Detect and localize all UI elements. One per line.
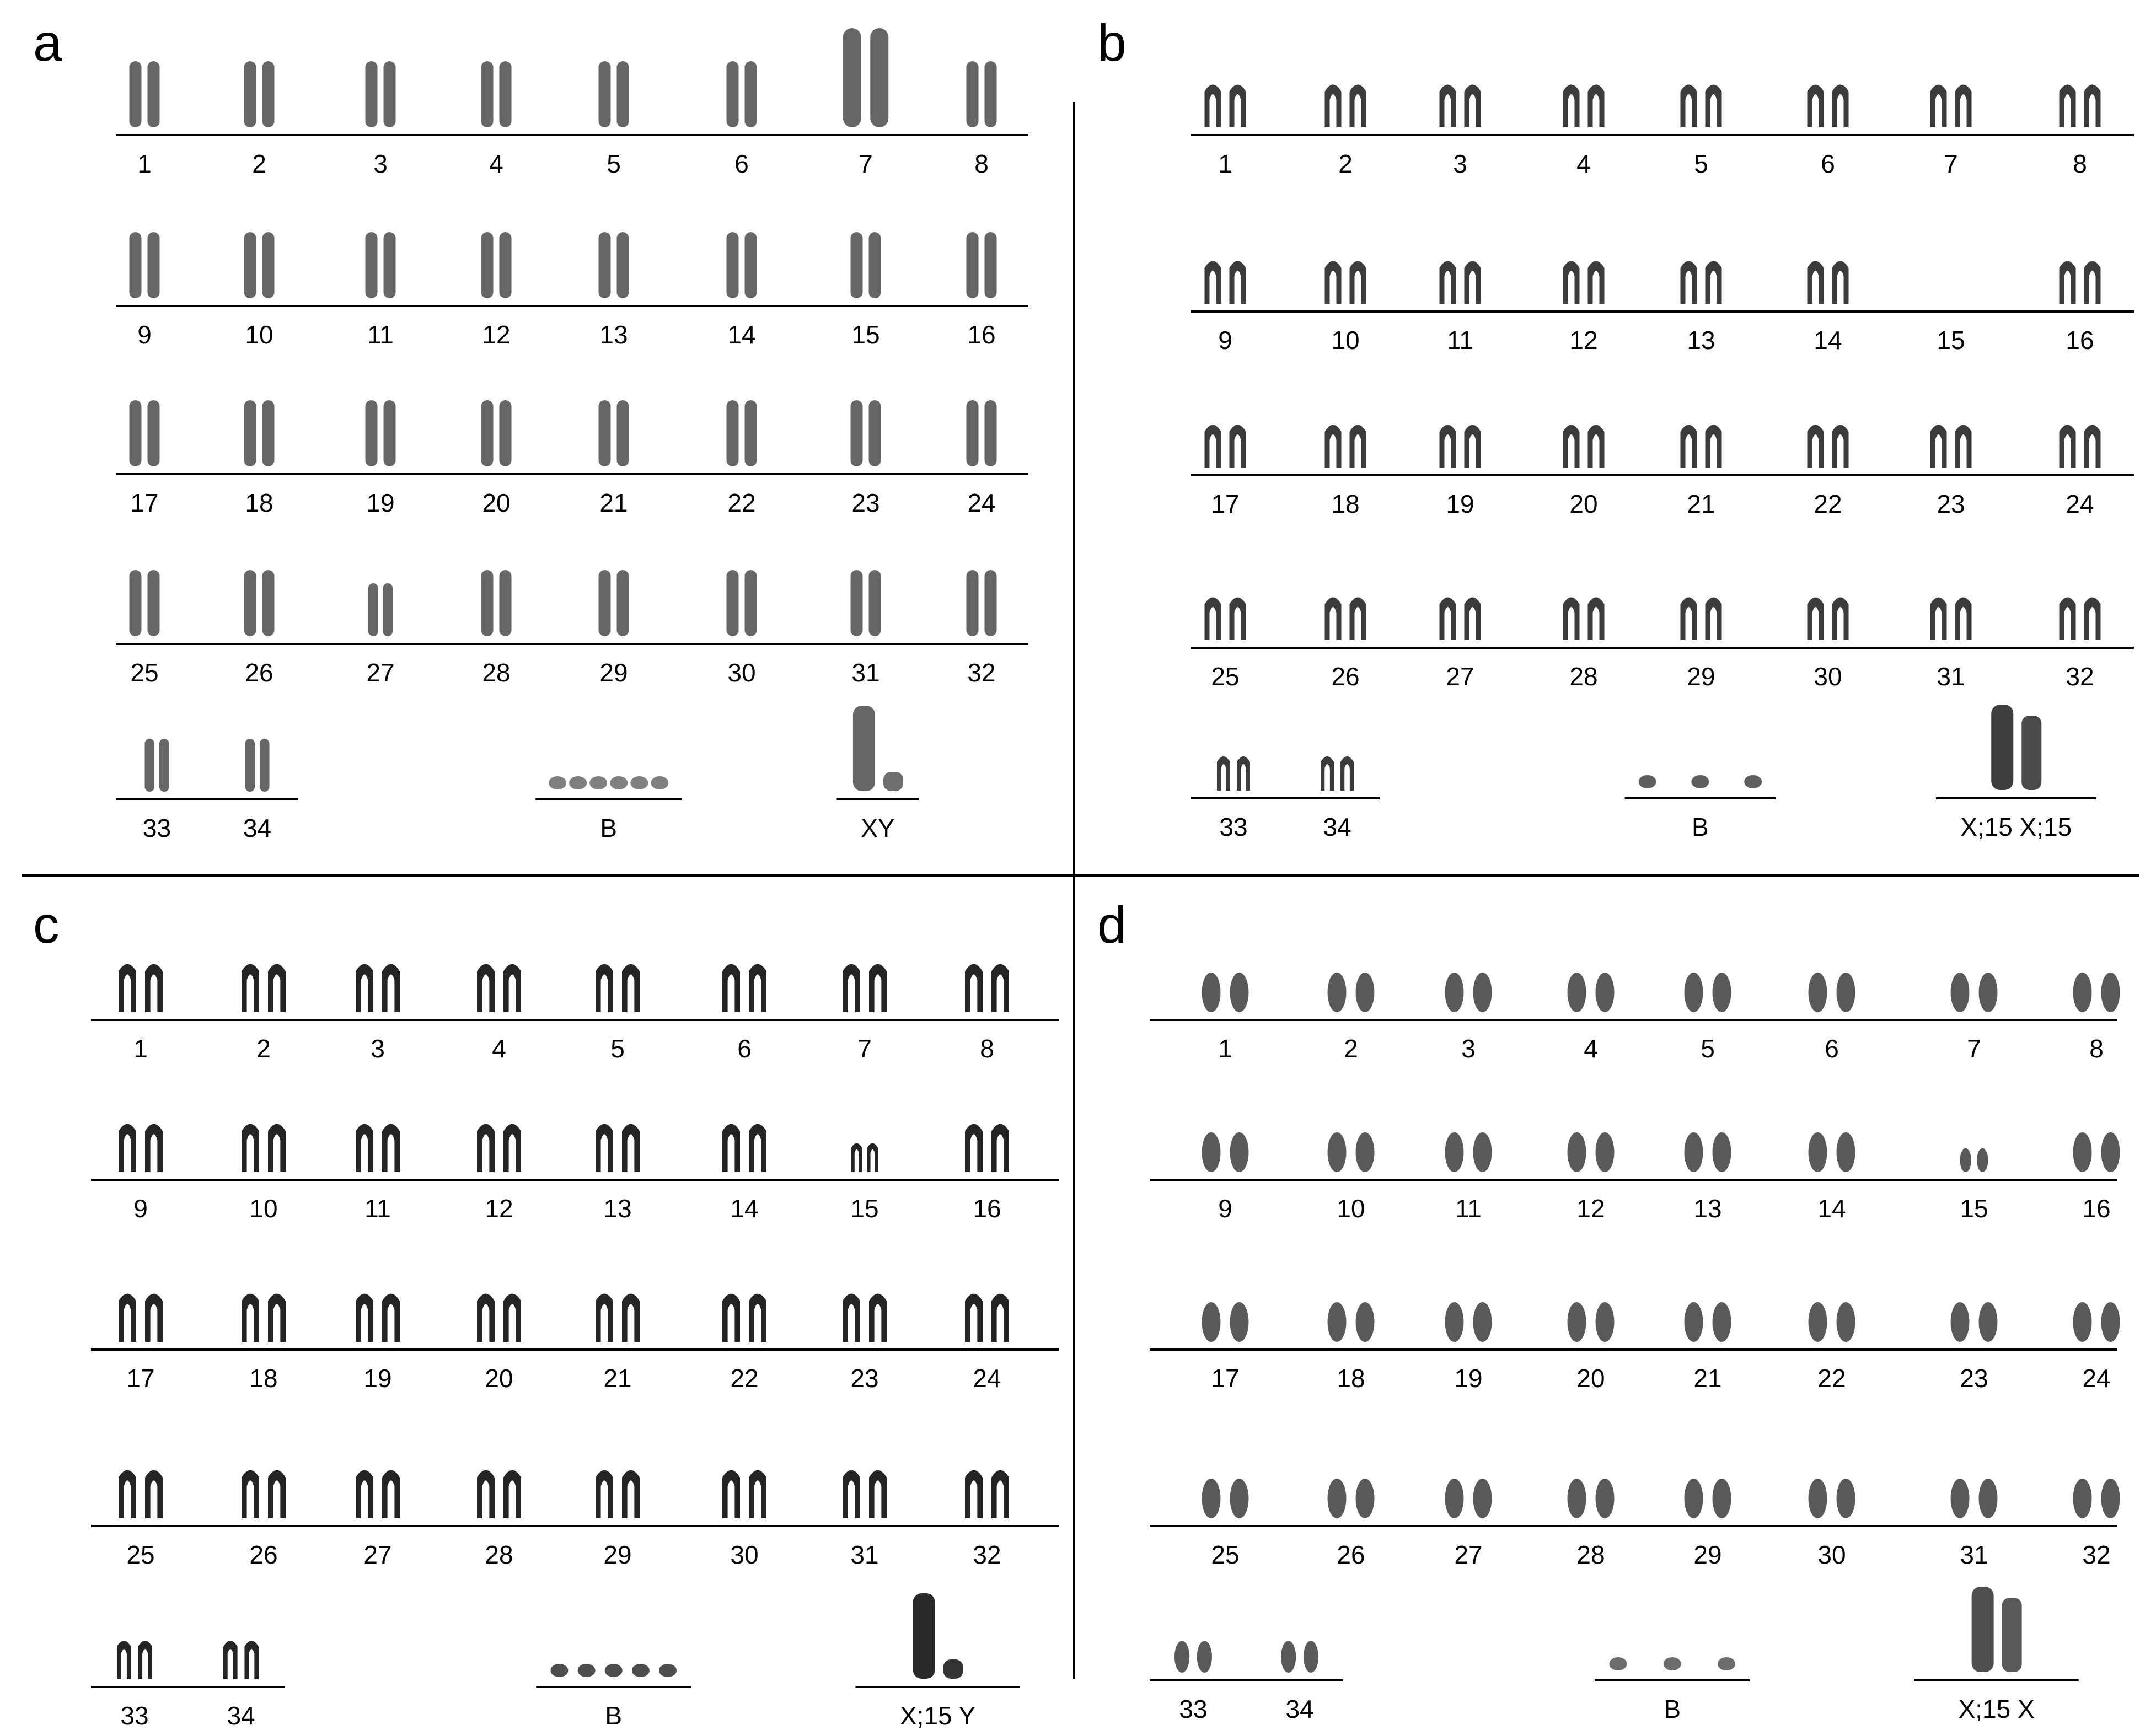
- chromosome-number-label: 18: [245, 488, 273, 517]
- chromosome-number-label: 10: [1331, 326, 1360, 354]
- chromosome-number-label: 27: [363, 1540, 392, 1569]
- chromosome-number-label: 19: [363, 1364, 392, 1393]
- chromosome-number-label: 7: [1944, 149, 1958, 178]
- chromosome-number-label: 33: [1219, 813, 1248, 841]
- chromosome-number-label: 3: [1453, 149, 1467, 178]
- chromosome-number-label: 22: [1817, 1364, 1846, 1393]
- chromosome-number-label: 20: [1576, 1364, 1605, 1393]
- chromosome-number-label: 32: [2082, 1540, 2111, 1569]
- chromosome-number-label: 31: [850, 1540, 879, 1569]
- chromosome-number-label: 14: [730, 1194, 759, 1223]
- chromosome-number-label: 15: [851, 320, 880, 349]
- chromosome-number-label: 27: [366, 658, 395, 687]
- chromosome-number-label: 11: [367, 320, 394, 349]
- chromosome-number-label: 19: [1446, 490, 1474, 518]
- chromosome-number-label: 8: [974, 149, 989, 178]
- chromosome-number-label: 4: [492, 1034, 506, 1063]
- chromosome-number-label: 1: [133, 1034, 148, 1063]
- panel-letter: a: [33, 14, 62, 72]
- chromosome-number-label: 28: [1569, 662, 1598, 691]
- b-chromosome-label: B: [1692, 813, 1709, 841]
- chromosome-number-label: 1: [137, 149, 152, 178]
- chromosome-number-label: 16: [2082, 1194, 2111, 1223]
- chromosome-number-label: 17: [1211, 490, 1240, 518]
- b-chromosome-label: B: [605, 1701, 623, 1730]
- chromosome-number-label: 26: [1337, 1540, 1365, 1569]
- chromosome-number-label: 11: [1455, 1194, 1482, 1223]
- chromosome-number-label: 29: [1687, 662, 1715, 691]
- chromosome-number-label: 25: [126, 1540, 155, 1569]
- chromosome-number-label: 1: [1218, 1034, 1232, 1063]
- chromosome-number-label: 32: [973, 1540, 1001, 1569]
- chromosome-number-label: 3: [1461, 1034, 1476, 1063]
- chromosome-number-label: 21: [1687, 490, 1715, 518]
- chromosome-number-label: 13: [1693, 1194, 1722, 1223]
- sex-chromosome-label: XY: [861, 814, 895, 842]
- chromosome-number-label: 12: [485, 1194, 513, 1223]
- chromosome-number-label: 7: [857, 1034, 872, 1063]
- chromosome-number-label: 8: [980, 1034, 994, 1063]
- chromosome-number-label: 2: [252, 149, 266, 178]
- chromosome-number-label: 8: [2089, 1034, 2104, 1063]
- chromosome-number-label: 9: [1218, 1194, 1232, 1223]
- chromosome-number-label: 27: [1446, 662, 1474, 691]
- chromosome-number-label: 4: [1584, 1034, 1598, 1063]
- chromosome-number-label: 5: [1694, 149, 1708, 178]
- chromosome-number-label: 22: [1814, 490, 1842, 518]
- chromosome-number-label: 26: [249, 1540, 278, 1569]
- chromosome-number-label: 16: [973, 1194, 1001, 1223]
- b-chromosome-label: B: [1664, 1695, 1681, 1723]
- chromosome-number-label: 31: [1937, 662, 1965, 691]
- chromosome-number-label: 24: [973, 1364, 1001, 1393]
- chromosome-number-label: 23: [851, 488, 880, 517]
- chromosome-number-label: 30: [1814, 662, 1842, 691]
- chromosome-number-label: 18: [1337, 1364, 1365, 1393]
- chromosome-number-label: 8: [2073, 149, 2087, 178]
- panel-letter: c: [33, 896, 60, 954]
- chromosome-number-label: 21: [1693, 1364, 1722, 1393]
- chromosome-number-label: 10: [249, 1194, 278, 1223]
- chromosome-number-label: 28: [482, 658, 511, 687]
- chromosome-number-label: 23: [1960, 1364, 1988, 1393]
- chromosome-number-label: 2: [256, 1034, 271, 1063]
- chromosome-number-label: 13: [599, 320, 628, 349]
- chromosome-number-label: 28: [485, 1540, 513, 1569]
- chromosome-number-label: 32: [2066, 662, 2094, 691]
- chromosome-number-label: 2: [1338, 149, 1353, 178]
- chromosome-number-label: 22: [730, 1364, 759, 1393]
- chromosome-number-label: 13: [603, 1194, 632, 1223]
- chromosome-number-label: 14: [1817, 1194, 1846, 1223]
- chromosome-number-label: 34: [1285, 1695, 1314, 1723]
- chromosome-number-label: 15: [1937, 326, 1965, 354]
- sex-chromosome-label: X;15 X: [1958, 1695, 2035, 1723]
- chromosome-number-label: 19: [366, 488, 395, 517]
- chromosome-number-label: 29: [603, 1540, 632, 1569]
- chromosome-number-label: 14: [1814, 326, 1842, 354]
- chromosome-number-label: 33: [1179, 1695, 1208, 1723]
- chromosome-number-label: 30: [1817, 1540, 1846, 1569]
- chromosome-number-label: 30: [727, 658, 756, 687]
- chromosome-number-label: 2: [1344, 1034, 1358, 1063]
- chromosome-number-label: 33: [142, 814, 171, 842]
- chromosome-number-label: 16: [2066, 326, 2094, 354]
- chromosome-number-label: 6: [737, 1034, 752, 1063]
- chromosome-number-label: 15: [1960, 1194, 1988, 1223]
- chromosome-number-label: 25: [1211, 662, 1240, 691]
- chromosome-number-label: 10: [245, 320, 273, 349]
- chromosome-number-label: 24: [2066, 490, 2094, 518]
- chromosome-number-label: 3: [371, 1034, 385, 1063]
- b-chromosome-label: B: [600, 814, 618, 842]
- chromosome-number-label: 12: [1576, 1194, 1605, 1223]
- chromosome-number-label: 9: [1218, 326, 1232, 354]
- chromosome-number-label: 34: [227, 1701, 255, 1730]
- chromosome-number-label: 1: [1218, 149, 1232, 178]
- chromosome-number-label: 18: [1331, 490, 1360, 518]
- chromosome-number-label: 20: [485, 1364, 513, 1393]
- chromosome-number-label: 20: [1569, 490, 1598, 518]
- chromosome-number-label: 33: [120, 1701, 149, 1730]
- chromosome-number-label: 7: [859, 149, 873, 178]
- chromosome-number-label: 29: [599, 658, 628, 687]
- chromosome-number-label: 18: [249, 1364, 278, 1393]
- chromosome-number-label: 14: [727, 320, 756, 349]
- chromosome-number-label: 25: [130, 658, 159, 687]
- chromosome-number-label: 24: [967, 488, 996, 517]
- sex-chromosome-label: X;15 X;15: [1960, 813, 2072, 841]
- chromosome-number-label: 34: [243, 814, 272, 842]
- chromosome-number-label: 13: [1687, 326, 1715, 354]
- chromosome-number-label: 17: [1211, 1364, 1240, 1393]
- chromosome-number-label: 23: [850, 1364, 879, 1393]
- chromosome-number-label: 19: [1454, 1364, 1483, 1393]
- chromosome-number-label: 5: [607, 149, 621, 178]
- chromosome-number-label: 25: [1211, 1540, 1240, 1569]
- chromosome-number-label: 23: [1937, 490, 1965, 518]
- chromosome-number-label: 20: [482, 488, 511, 517]
- panel-letter: d: [1097, 896, 1127, 954]
- chromosome-number-label: 15: [850, 1194, 879, 1223]
- chromosome-number-label: 31: [851, 658, 880, 687]
- chromosome-number-label: 11: [1447, 326, 1473, 354]
- chromosome-number-label: 21: [599, 488, 628, 517]
- sex-chromosome-label: X;15 Y: [899, 1701, 976, 1730]
- chromosome-number-label: 34: [1323, 813, 1351, 841]
- chromosome-number-label: 17: [126, 1364, 155, 1393]
- chromosome-number-label: 17: [130, 488, 159, 517]
- chromosome-number-label: 16: [967, 320, 996, 349]
- chromosome-number-label: 24: [2082, 1364, 2111, 1393]
- chromosome-number-label: 28: [1576, 1540, 1605, 1569]
- chromosome-number-label: 9: [133, 1194, 148, 1223]
- chromosome-number-label: 29: [1693, 1540, 1722, 1569]
- chromosome-number-label: 11: [364, 1194, 391, 1223]
- chromosome-number-label: 10: [1337, 1194, 1365, 1223]
- chromosome-number-label: 26: [1331, 662, 1360, 691]
- chromosome-number-label: 3: [373, 149, 388, 178]
- chromosome-number-label: 12: [482, 320, 511, 349]
- chromosome-number-label: 4: [489, 149, 503, 178]
- chromosome-number-label: 27: [1454, 1540, 1483, 1569]
- chromosome-number-label: 6: [1821, 149, 1835, 178]
- chromosome-number-label: 32: [967, 658, 996, 687]
- chromosome-number-label: 5: [1701, 1034, 1715, 1063]
- chromosome-number-label: 21: [603, 1364, 632, 1393]
- chromosome-number-label: 6: [1825, 1034, 1839, 1063]
- chromosome-number-label: 12: [1569, 326, 1598, 354]
- chromosome-number-label: 9: [137, 320, 152, 349]
- chromosome-number-label: 4: [1576, 149, 1591, 178]
- chromosome-number-label: 6: [734, 149, 749, 178]
- panel-letter: b: [1097, 14, 1127, 72]
- chromosome-number-label: 31: [1960, 1540, 1988, 1569]
- chromosome-number-label: 7: [1967, 1034, 1981, 1063]
- chromosome-number-label: 22: [727, 488, 756, 517]
- chromosome-number-label: 5: [610, 1034, 625, 1063]
- chromosome-number-label: 30: [730, 1540, 759, 1569]
- chromosome-number-label: 26: [245, 658, 273, 687]
